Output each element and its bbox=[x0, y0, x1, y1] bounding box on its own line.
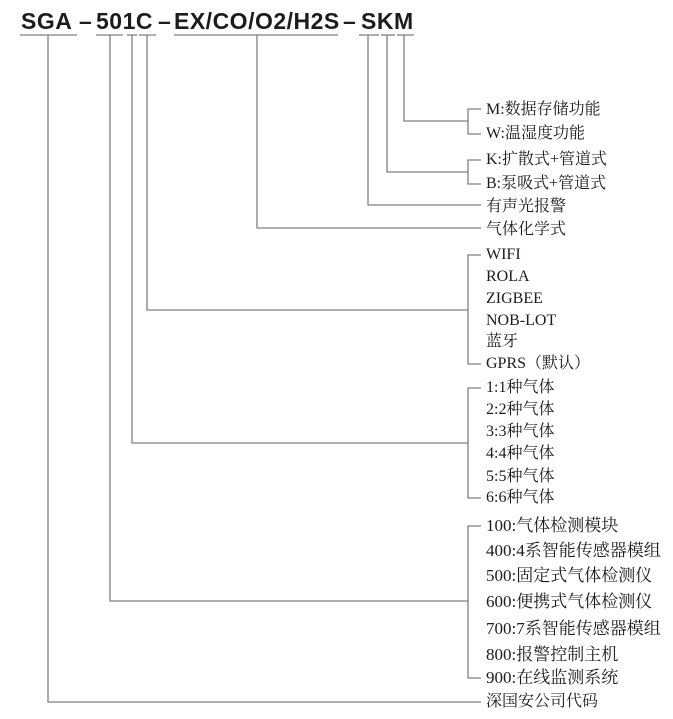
series-option-700: 700:7系智能传感器模组 bbox=[486, 619, 661, 638]
title-company-code: SGA bbox=[21, 8, 73, 34]
bracket-communication bbox=[468, 255, 481, 364]
bracket-gas-count bbox=[468, 388, 481, 498]
connector-gas-formula bbox=[257, 35, 481, 228]
title-model-number: 501C bbox=[96, 8, 153, 34]
title-separator-3: – bbox=[343, 8, 357, 34]
gas-count-1: 1:1种气体 bbox=[486, 379, 555, 396]
series-option-500: 500:固定式气体检测仪 bbox=[486, 566, 653, 585]
connector-sampling bbox=[387, 35, 468, 172]
title-separator-1: – bbox=[79, 8, 93, 34]
sampling-option-b: B:泵吸式+管道式 bbox=[486, 175, 607, 192]
title-function-code: SKM bbox=[361, 8, 414, 34]
bracket-sampling bbox=[468, 160, 481, 184]
connector-alarm bbox=[368, 35, 481, 205]
bracket-storage bbox=[468, 109, 481, 134]
comm-option-wifi: WIFI bbox=[486, 246, 521, 263]
series-option-400: 400:4系智能传感器模组 bbox=[486, 541, 661, 560]
company-label: 深国安公司代码 bbox=[486, 693, 599, 710]
comm-option-bluetooth: 蓝牙 bbox=[486, 333, 519, 350]
alarm-label: 有声光报警 bbox=[486, 198, 567, 215]
gas-formula-label: 气体化学式 bbox=[486, 221, 567, 238]
comm-option-gprs: GPRS（默认） bbox=[486, 355, 591, 372]
comm-option-nob-lot: NOB-LOT bbox=[486, 312, 557, 329]
storage-option-m: M:数据存储功能 bbox=[486, 101, 601, 118]
gas-count-6: 6:6种气体 bbox=[486, 489, 555, 506]
connector-gas-count bbox=[132, 35, 468, 443]
gas-count-4: 4:4种气体 bbox=[486, 445, 555, 462]
connector-company-code bbox=[48, 35, 481, 702]
series-option-600: 600:便携式气体检测仪 bbox=[486, 592, 653, 611]
gas-count-3: 3:3种气体 bbox=[486, 423, 555, 440]
gas-count-5: 5:5种气体 bbox=[486, 468, 555, 485]
title-separator-2: – bbox=[158, 8, 172, 34]
connector-storage bbox=[404, 35, 468, 121]
comm-option-rola: ROLA bbox=[486, 268, 530, 285]
storage-option-w: W:温湿度功能 bbox=[486, 125, 585, 142]
bracket-series bbox=[468, 526, 481, 678]
series-option-100: 100:气体检测模块 bbox=[486, 516, 619, 535]
series-option-900: 900:在线监测系统 bbox=[486, 668, 619, 687]
connector-series bbox=[110, 35, 468, 601]
gas-count-2: 2:2种气体 bbox=[486, 401, 555, 418]
title-gas-formula: EX/CO/O2/H2S bbox=[174, 8, 340, 34]
sampling-option-k: K:扩散式+管道式 bbox=[486, 151, 608, 168]
comm-option-zigbee: ZIGBEE bbox=[486, 290, 543, 307]
series-option-800: 800:报警控制主机 bbox=[486, 645, 619, 664]
